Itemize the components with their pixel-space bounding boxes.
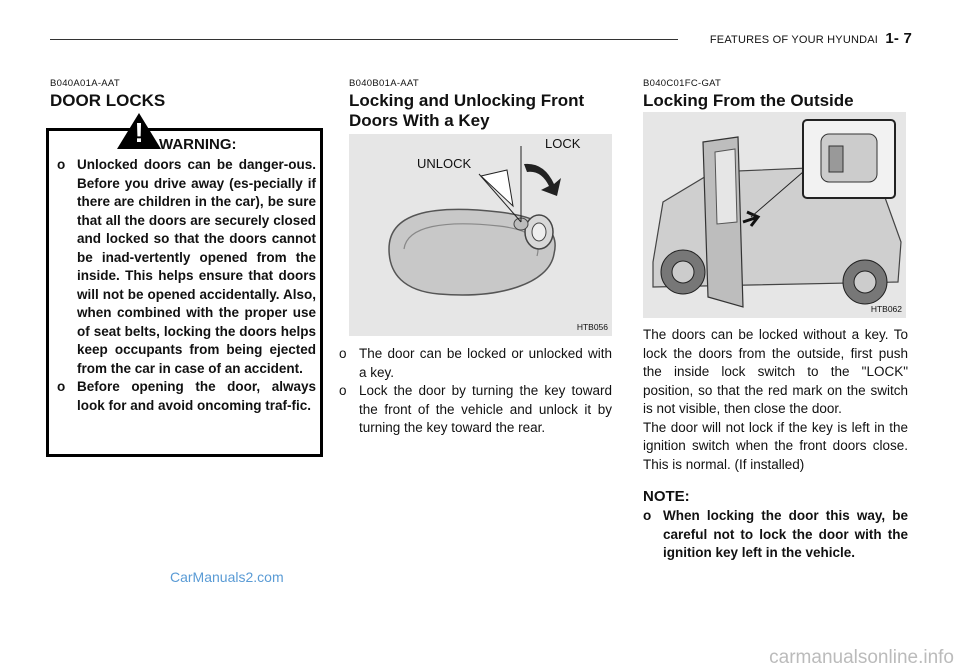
door-locks-section — [50, 78, 325, 111]
section-heading: DOOR LOCKS — [50, 91, 166, 110]
lock-label: LOCK — [545, 136, 581, 151]
list-item: o Lock the door by turning the key toward the front of the vehicle and unlock it by turning the key toward the rear. — [339, 383, 612, 435]
figure-code: HTB056 — [576, 322, 608, 332]
note-title: NOTE: — [643, 488, 690, 505]
page-number: 1- 7 — [885, 30, 912, 47]
watermark-text: carmanualsonline.info — [769, 647, 954, 668]
bullet-list — [339, 345, 612, 438]
section-title: FEATURES OF YOUR HYUNDAI — [709, 34, 879, 46]
outside-locking-body — [643, 326, 908, 563]
key-locking-section — [349, 78, 612, 131]
car-door-illustration — [643, 112, 906, 318]
running-head — [710, 30, 912, 47]
list-item: o The door can be locked or unlocked with a key. — [339, 346, 612, 380]
section-code: B040A01A-AAT — [50, 78, 120, 89]
warning-title: WARNING: — [159, 136, 237, 153]
section-heading: Locking and Unlocking Front Doors With a Key — [349, 91, 585, 130]
warning-box: ! WARNING: o Unlocked doors can be danger-ous. Before you drive away (es-pecially if there are children in the car), be sure that all the doors are securely closed and locked so that the doors cannot be inad-vertently opened from the inside. This helps ensure that doors will not be opened accidentally. Also, when combined with the proper use of seat belts, locking the doors helps keep occupants from being ejected from the car in case of an accident. o Before opening the door, always look for and avoid oncoming traf-fic. — [46, 128, 323, 457]
paragraph: The doors can be locked without a key. To lock the doors from the outside, first push the inside lock switch to the "LOCK" position, so that the red mark on the switch is not visible, then close the door. — [643, 327, 908, 416]
warning-list — [57, 156, 316, 415]
note-list — [643, 507, 908, 563]
door-handle-image — [349, 134, 612, 336]
key-locking-body — [339, 345, 612, 438]
section-heading: Locking From the Outside — [643, 91, 854, 110]
door-handle-illustration — [349, 134, 612, 336]
section-code: B040B01A-AAT — [349, 78, 419, 89]
list-item: o Unlocked doors can be danger-ous. Before you drive away (es-pecially if there are children in the car), be sure that all the doors are securely closed and locked so that the doors cannot be inad-vertently opened from the inside. This helps ensure that doors will not be opened accidentally. Also, when combined with the proper use of seat belts, locking the doors helps keep occupants from being ejected from the car in case of an accident. — [57, 157, 316, 376]
watermark-link[interactable]: CarManuals2.com — [170, 569, 284, 585]
section-code: B040C01FC-GAT — [643, 78, 722, 89]
outside-locking-section — [643, 78, 908, 111]
list-item: o When locking the door this way, be careful not to lock the door with the ignition key left in the vehicle. — [643, 508, 908, 560]
unlock-label: UNLOCK — [417, 156, 472, 171]
car-door-image — [643, 112, 906, 318]
paragraph: The door will not lock if the key is left in the ignition switch when the front doors close. This is normal. (If installed) — [643, 419, 908, 472]
list-item: o Before opening the door, always look for and avoid oncoming traf-fic. — [57, 379, 316, 413]
header-rule — [50, 39, 678, 40]
figure-code: HTB062 — [870, 304, 902, 314]
